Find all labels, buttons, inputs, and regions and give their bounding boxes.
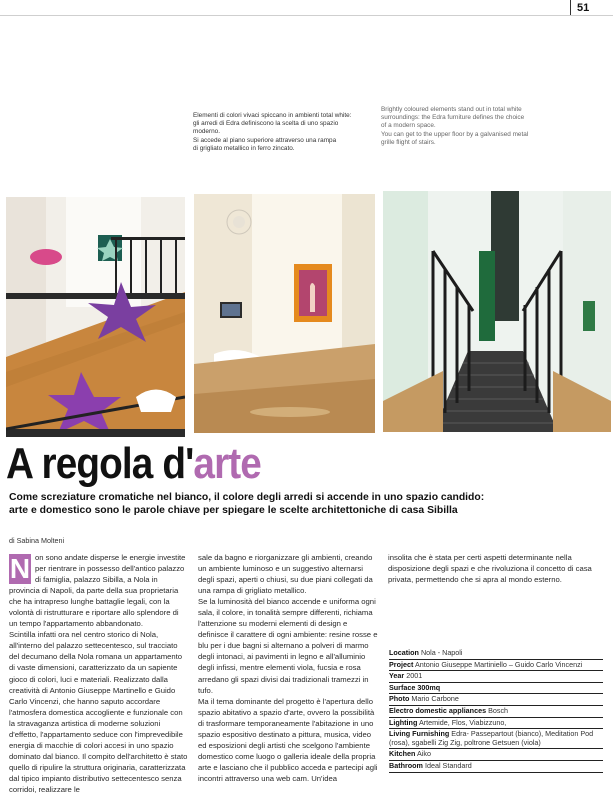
fact-value: Antonio Giuseppe Martiniello – Guido Carlo Vincenzi [414,659,583,669]
fact-year [389,671,603,683]
caption-italian [193,112,358,153]
photo-metal-walkway [383,191,611,432]
article-headline [6,440,261,488]
byline: di Sabina Molteni [9,536,65,545]
body-paragraph: insolita che è stata per certi aspetti determinante nella disposizione degli spazi e che rivoluziona il concetto di casa privata, permettendo che si apra al mondo esterno. [388,553,592,585]
fact-label: Kitchen [389,749,416,759]
article-subhead [9,492,609,517]
fact-value: Artemide, Flos, Viabizzuno, [418,717,507,727]
page-number-rule [570,0,571,16]
body-column-2 [198,552,378,800]
fact-label: Lighting [389,717,418,727]
headline-main: A regola d' [6,439,194,488]
caption-line: Elementi di colori vivaci spiccano in ambienti total white: [193,112,352,119]
caption-line: di grigliato metallico in ferro zincato. [193,144,295,152]
caption-line: gli arredi di Edra definiscono la scelta di uno spazio [193,120,339,128]
caption-line: Brightly coloured elements stand out in total white [381,106,522,113]
fact-bathroom [389,761,603,773]
fact-label: Electro domestic appliances [389,705,487,715]
fact-living-furnishing [389,729,603,749]
photo-corridor-with-artwork [194,194,375,433]
fact-value: Aiko [416,749,431,759]
project-fact-sheet [389,648,603,773]
fact-label: Bathroom [389,760,423,770]
fact-label: Location [389,648,419,657]
photo-living-room-from-above [6,197,185,437]
body-column-1 [9,552,189,800]
body-column-3 [388,552,601,585]
body-paragraph: Se la luminosità del bianco accende e uniforma ogni sala, il colore, in tonalità sempre differenti, richiama l'attenzione su moderni elementi di design e definisce il carattere di ogni ambiente: resine rosse e blu per i due bagni si alternano a polveri di marmo degli intonaci, ai pavimenti in legno e all'alluminio degli infissi, mentre elementi viola, fucsia e rosa arredano gli spazi divisi dai tradizionali tramezzi in tufo. [198,597,378,695]
fact-value: 2001 [406,671,423,681]
fact-kitchen [389,749,603,761]
fact-label: Photo [389,694,410,704]
fact-appliances [389,706,603,718]
fact-label: Living Furnishing [389,729,450,739]
fact-label: Surface [389,682,416,692]
body-paragraph: sale da bagno e riorganizzare gli ambienti, creando un ambiente luminoso e un suggestivo alternarsi degli spazi, aperti o chiusi, su due piani collegati da una rampa di grigliato metallico. [198,553,373,596]
caption-line: moderno. [193,128,220,136]
subhead-line: Come screziature cromatiche nel bianco, il colore degli arredi si accende in uno spazio candido: [9,492,485,503]
fact-value: Bosch [488,705,509,715]
fact-label: Year [389,671,405,681]
fact-project [389,660,603,672]
page-number: 51 [577,2,590,14]
body-paragraph: Ma il tema dominante del progetto è l'apertura dello spazio abitativo a spazio d'arte, ovvero la possibilità di trasformare temporaneamente l'abitazione in uno spazio espositivo destinato a pittura, musica, video ed esposizioni degli artisti che scelgono l'ambiente domestico come luogo o galleria ideale della propria arte e lasciano che il pubblico acceda e partecipi agli incontri attraverso una web cam. Un'idea [198,696,378,783]
fact-location [389,648,603,660]
body-paragraph: on sono andate disperse le energie investite per rientrare in possesso dell'antico palazzo di famiglia, palazzo Sibilla, a Nola in provincia di Napoli, da parte della sua proprietaria che ha intrapreso lunghe battaglie legali, con la volontà di ristrutturare e riportare allo splendore di un tempo l'appartamento abbandonato. [9,553,186,629]
fact-lighting [389,718,603,730]
caption-english [381,106,561,147]
caption-line: of a modern space. [381,122,436,130]
fact-value: 300mq [417,682,441,692]
caption-line: surroundings: the Edra furniture defines the choice [381,114,525,122]
headline-accent: arte [193,439,261,488]
fact-value: Ideal Standard [424,760,472,770]
fact-surface [389,683,603,695]
caption-line: You can get to the upper floor by a galvanised metal [381,130,529,138]
fact-label: Project [389,659,414,669]
fact-photo [389,694,603,706]
caption-line: grille flight of stairs. [381,138,436,146]
fact-value: Mario Carbone [411,694,459,704]
header-rule [0,15,613,16]
body-paragraph: Scintilla infatti ora nel centro storico di Nola, all'interno del palazzo settecentesco, sul tracciato del decumano della Nola romana un appartamento di vaste dimensioni, caratterizzato da un sapiente gioco di colori, luci e materiali. Realizzato dalla creatività di Antonio Giuseppe Martinello e Guido Carlo Vincenzi, che hanno saputo accordare l'atmosfera domestica accogliente e funzionale con la stravaganza artistica di moderne soluzioni d'effetto, l'appartamento seduce con l'imprevedibile energia di macchie di colori accesi in uno spazio dominato dal bianco. Il compito dell'architetto è stato quello di ripulire la struttura originaria, caratterizzata dal tipico impianto distributivo settecentesco senza corridoi, realizzare le [9,630,188,794]
fact-value: Edra- Passepartout (bianco), Meditation Pod (rosa), sgabelli Zig Zig, poltrone Getsuen (viola) [389,729,594,747]
drop-cap: N [9,553,31,584]
subhead-line: arte e domestico sono le parole chiave per spiegare le scelte architettoniche di casa Sibilla [9,504,458,516]
caption-line: Si accede al piano superiore attraverso una rampa [193,136,337,144]
fact-value: Nola - Napoli [420,648,463,657]
